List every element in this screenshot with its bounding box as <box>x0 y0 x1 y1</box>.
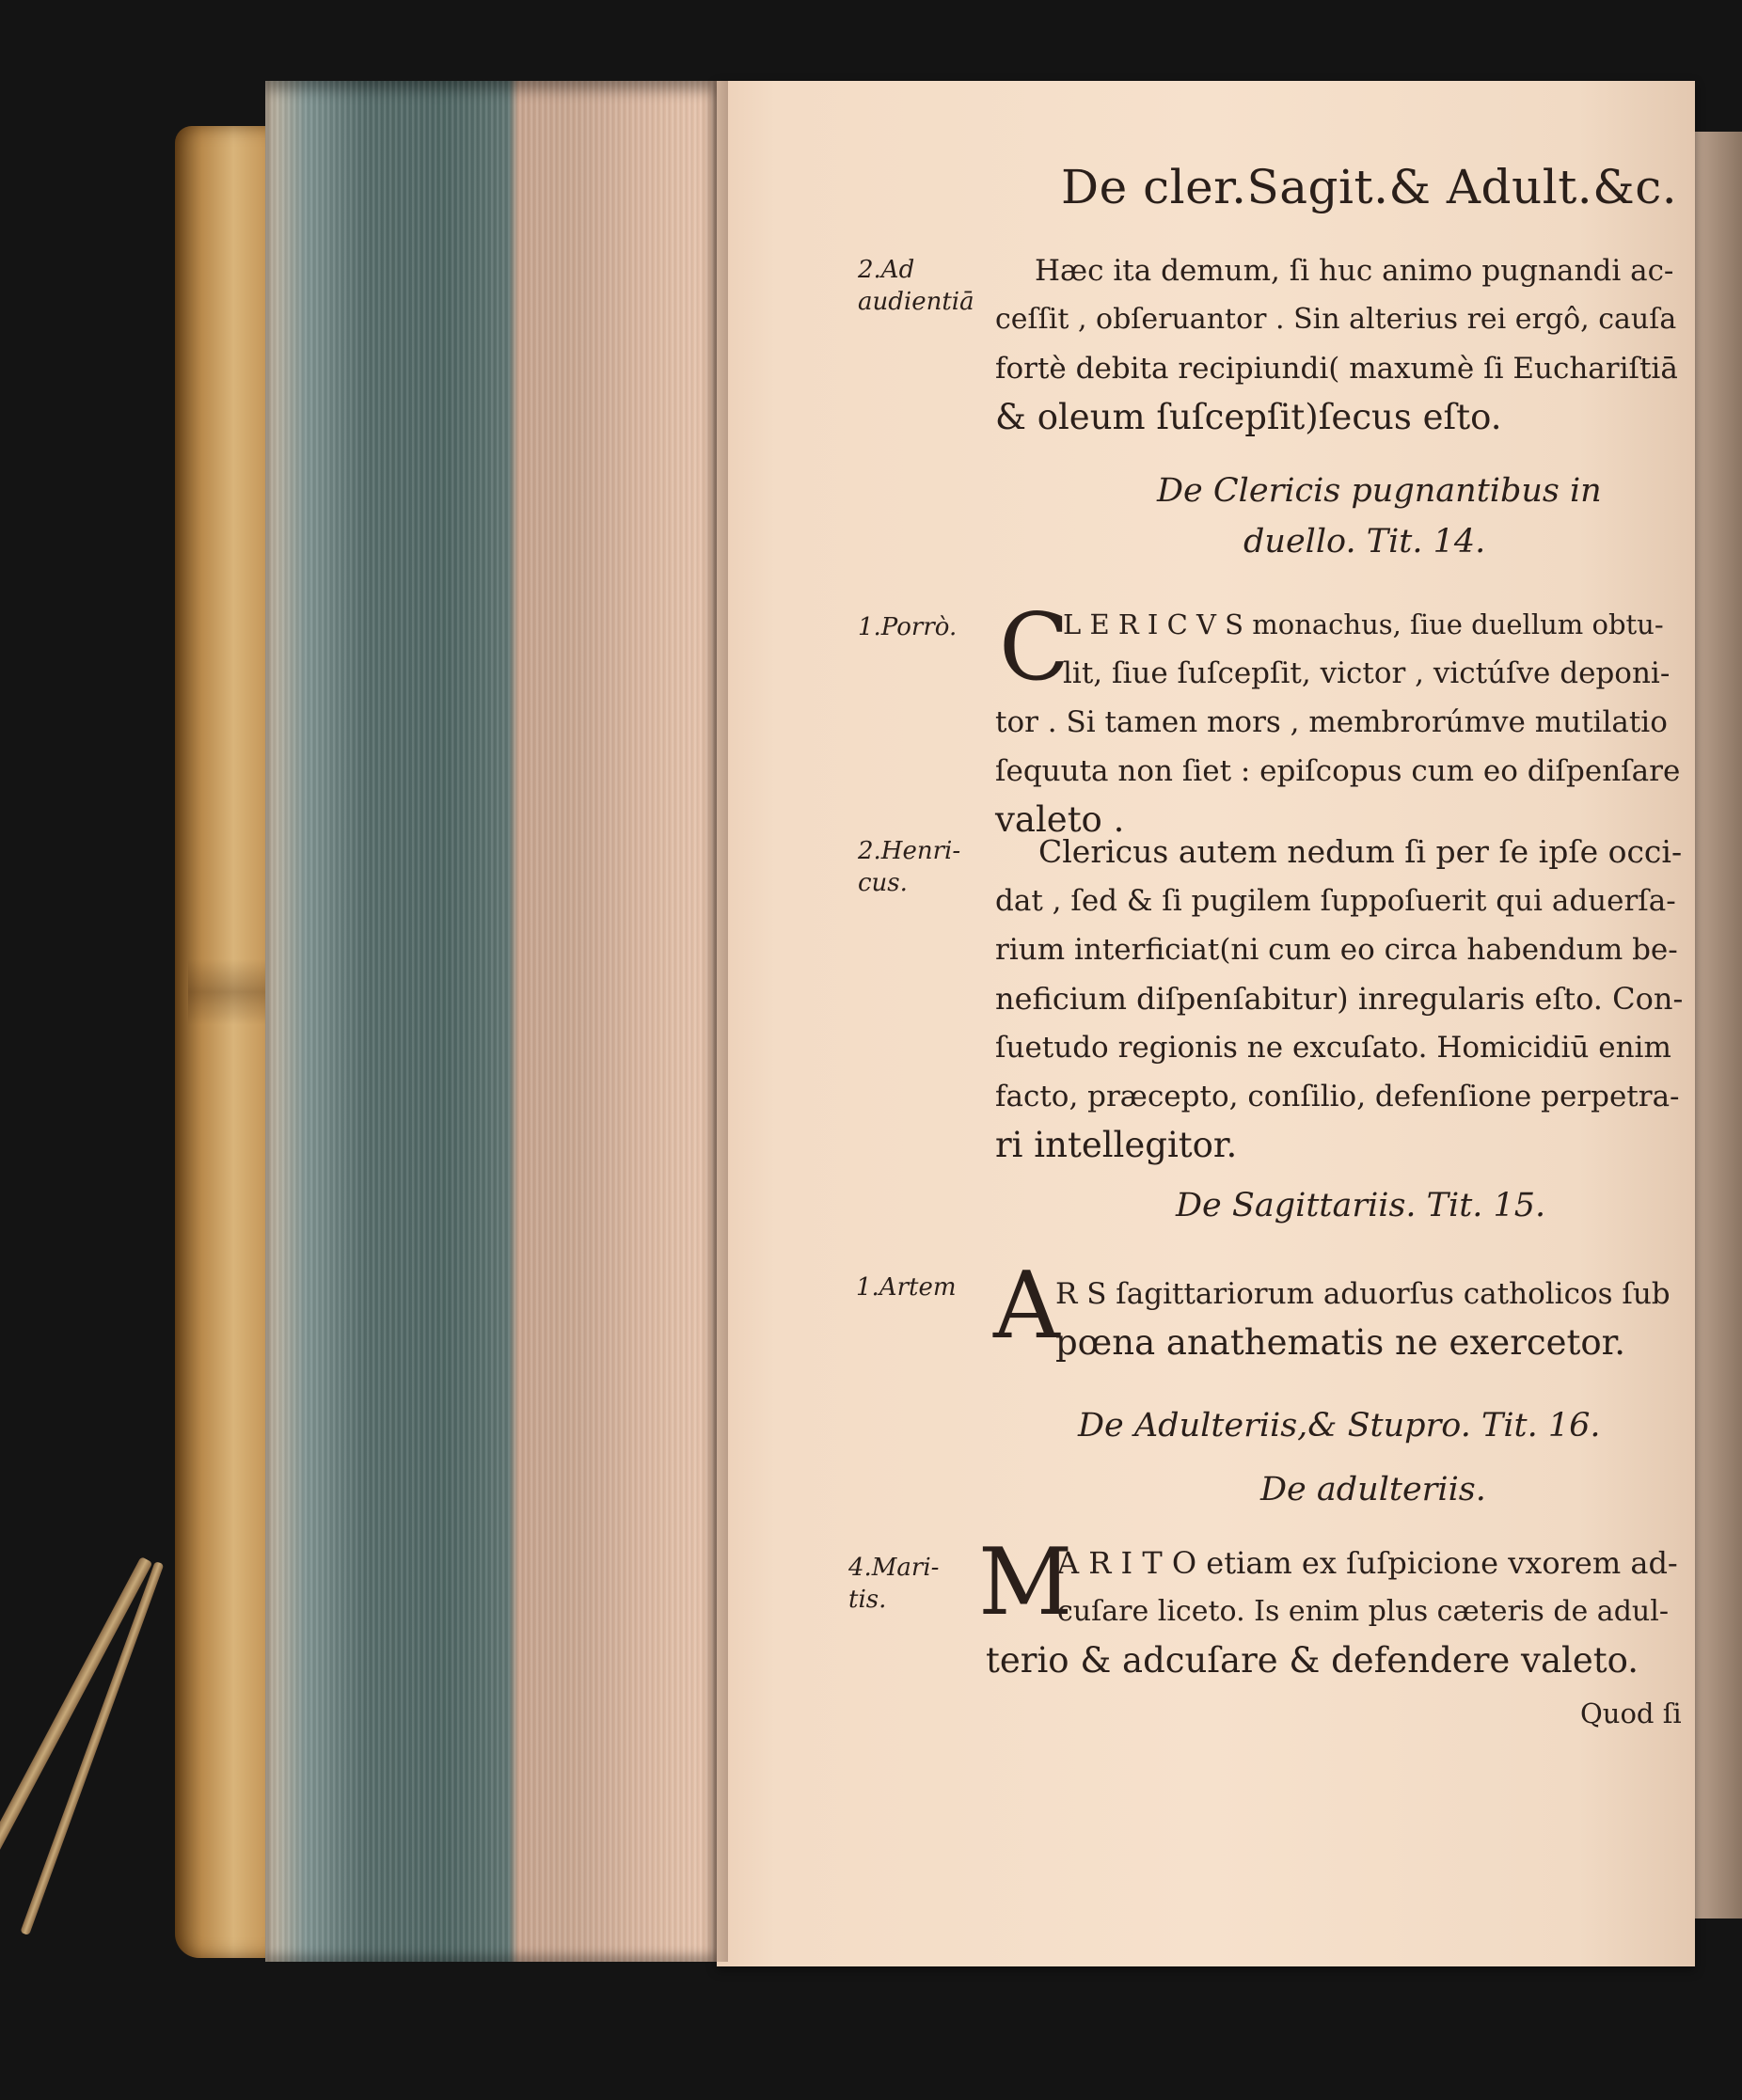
marginal-note-line: cus. <box>858 869 908 897</box>
marginal-note <box>858 254 974 318</box>
paragraph-line: Hæc ita demum, ſi huc animo pugnandi ac- <box>1035 254 1674 288</box>
paragraph-line: ſuetudo regionis ne excuſato. Homicidiū enim <box>995 1031 1671 1065</box>
paragraph-line: facto, præcepto, conſilio, defenſione perpetra- <box>995 1080 1680 1113</box>
paragraph-line: neficium diſpenſabitur) inregularis eſto. Con- <box>995 981 1684 1017</box>
paragraph-line: rium interficiat(ni cum eo circa habendum be- <box>995 933 1678 967</box>
paragraph-line: ceſſit , obſeruantor . Sin alterius rei ergô, cauſa <box>995 303 1677 336</box>
marginal-note <box>848 1552 939 1616</box>
paragraph-line: ſequuta non ſiet : epiſcopus cum eo diſpenſare <box>995 754 1681 788</box>
marginal-note <box>858 835 960 899</box>
paragraph-line: terio & adcuſare & defendere valeto. <box>986 1640 1639 1681</box>
marginal-note-line: 4.Mari- <box>848 1554 940 1582</box>
gutter-shadow <box>700 81 728 1962</box>
paragraph-line: R S ſagittariorum aduorſus catholicos ſub <box>1055 1277 1671 1311</box>
marginal-note-line: 1.Artem <box>856 1273 957 1302</box>
marginal-note-line: audientiā <box>858 288 974 316</box>
section-subtitle: De adulteriis. <box>1260 1471 1486 1508</box>
marginal-note-line: 1.Porrò. <box>858 613 958 641</box>
marginal-note-line: 2.Ad <box>858 256 915 284</box>
paragraph-line: lit, ſiue ſuſcepſit, victor , victúſve deponi- <box>1063 656 1671 690</box>
paragraph-line: L E R I C V S monachus, ſiue duellum obtu- <box>1063 608 1664 640</box>
section-title: De Clericis pugnantibus in <box>1157 472 1602 510</box>
paragraph-line: cuſare liceto. Is enim plus cæteris de adul- <box>1057 1595 1669 1628</box>
paragraph-line: A R I T O etiam ex ſuſpicione vxorem ad- <box>1057 1545 1678 1581</box>
paragraph-line: tor . Si tamen mors , membrorúmve mutilatio <box>995 705 1668 739</box>
section-title: De Adulteriis,& Stupro. Tit. 16. <box>1078 1407 1601 1445</box>
drop-capital: C <box>999 594 1069 702</box>
bookmark-ribbon <box>0 1556 152 1911</box>
marginal-note-line: tis. <box>848 1586 887 1614</box>
marginal-note <box>856 1271 957 1303</box>
paragraph-line: dat , ſed & ſi pugilem ſuppoſuerit qui aduerſa- <box>995 884 1676 918</box>
marginal-note-line: 2.Henri- <box>858 837 961 865</box>
paragraph-line: Clericus autem nedum ſi per ſe ipſe occi- <box>1038 833 1683 870</box>
page-block-edge <box>265 81 717 1962</box>
paragraph-line: & oleum ſuſcepſit)ſecus eſto. <box>995 397 1502 437</box>
running-head: De cler.Sagit.& Adult.&c. <box>1061 160 1678 214</box>
drop-capital: M <box>978 1529 1073 1636</box>
drop-capital: A <box>993 1253 1060 1360</box>
catchword: Quod ſi <box>1580 1697 1682 1729</box>
paragraph-line: ri intellegitor. <box>995 1125 1238 1165</box>
paragraph-line: fortè debita recipiundi( maxumè ſi Euchariſtiā <box>995 352 1678 386</box>
paragraph-line: pœna anathematis ne exercetor. <box>1055 1322 1626 1363</box>
paragraph-line: valeto . <box>995 799 1125 840</box>
section-title: duello. Tit. 14. <box>1243 523 1486 561</box>
marginal-note <box>858 611 957 643</box>
section-title: De Sagittariis. Tit. 15. <box>1176 1187 1546 1224</box>
